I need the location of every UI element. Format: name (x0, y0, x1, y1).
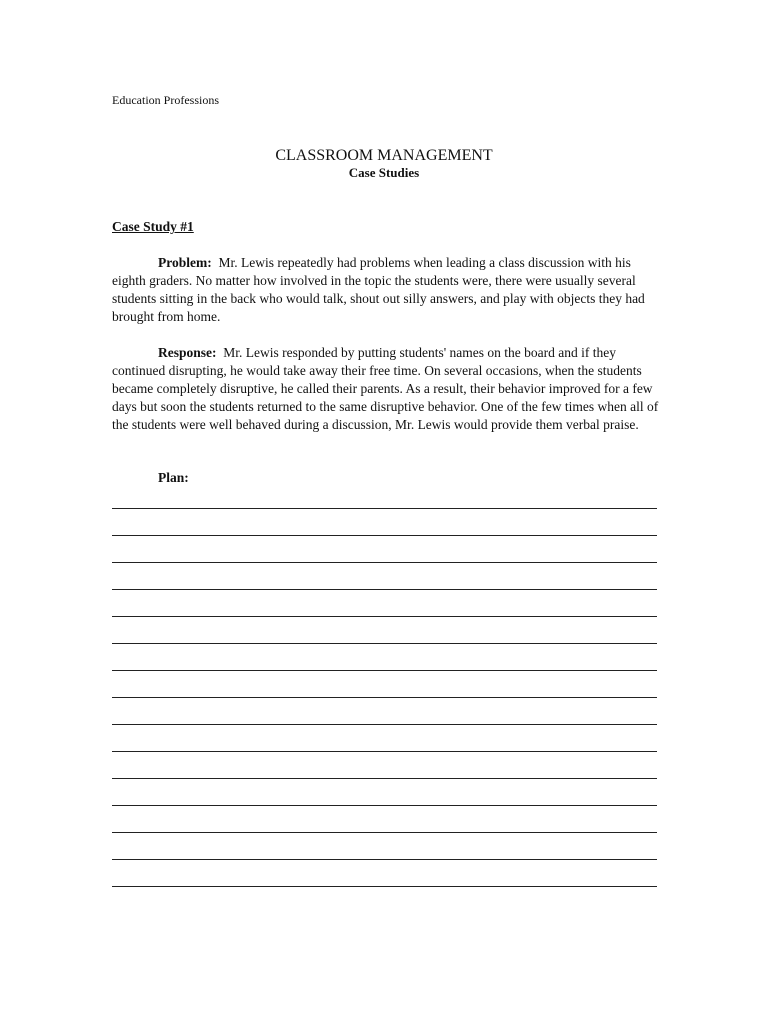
plan-line (112, 617, 657, 644)
response-paragraph (112, 344, 660, 434)
plan-line (112, 806, 657, 833)
plan-line (112, 860, 657, 887)
plan-label: Plan: (158, 470, 189, 485)
plan-line (112, 752, 657, 779)
plan-line (112, 779, 657, 806)
page-subtitle: Case Studies (348, 165, 420, 180)
plan-line (112, 509, 657, 536)
problem-paragraph (112, 254, 660, 326)
page-title: CLASSROOM MANAGEMENT (275, 147, 493, 164)
plan-line (112, 671, 657, 698)
plan-line (112, 536, 657, 563)
problem-label: Problem: (158, 255, 212, 270)
plan-line (112, 725, 657, 752)
plan-line (112, 563, 657, 590)
plan-line (112, 833, 657, 860)
response-text: Mr. Lewis responded by putting students' names on the board and if they continued disrupting, he would take away their free time. On several occasions, when the students became completely disruptive, he called their parents. As a result, their behavior improved for a few days but soon the students returned to the same disruptive behavior. One of the few times when all of the students were well behaved during a discussion, Mr. Lewis would provide them verbal praise. (112, 345, 659, 432)
plan-line (112, 482, 657, 509)
response-label: Response: (158, 345, 217, 360)
plan-line (112, 590, 657, 617)
plan-writing-lines (112, 482, 657, 887)
plan-line (112, 644, 657, 671)
problem-text: Mr. Lewis repeatedly had problems when leading a class discussion with his eighth graders. No matter how involved in the topic the students were, there were usually several students sitting in the back who would talk, shout out silly answers, and play with objects they had brought from home. (112, 255, 645, 324)
plan-line (112, 698, 657, 725)
case-study-heading: Case Study #1 (112, 219, 194, 234)
department-header: Education Professions (112, 93, 219, 107)
